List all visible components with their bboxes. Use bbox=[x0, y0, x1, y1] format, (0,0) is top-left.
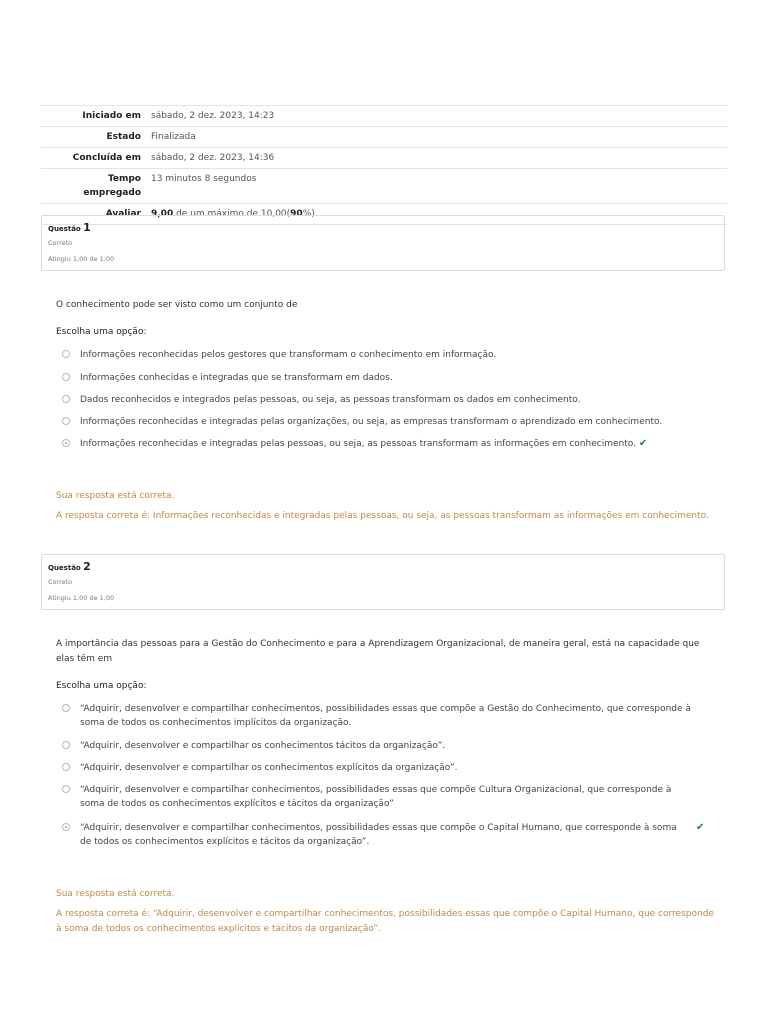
completed-label: Concluída em bbox=[41, 148, 146, 169]
q1-option-c-radio[interactable] bbox=[62, 395, 70, 403]
time-value: 13 minutos 8 segundos bbox=[146, 169, 727, 204]
summary-row-completed bbox=[41, 148, 727, 169]
q1-option-d-radio[interactable] bbox=[62, 417, 70, 425]
grade-percent: 90 bbox=[290, 209, 303, 219]
question-2-feedback: Sua resposta está correta. bbox=[56, 889, 175, 899]
question-2-status: Correto bbox=[48, 578, 73, 586]
question-1-label: Questão bbox=[48, 225, 84, 233]
question-2-number bbox=[48, 560, 718, 575]
question-2-right-answer: A resposta correta é: “Adquirir, desenvolver e compartilhar conhecimentos, possibilidades essas que compõe o Capital Humano, que corresponde à soma de todos os conhecimentos explícitos e tácitos da organização”. bbox=[56, 909, 714, 934]
q1-option-e-radio[interactable] bbox=[62, 439, 70, 447]
question-2-prompt: Escolha uma opção: bbox=[56, 681, 147, 691]
question-2-info bbox=[41, 554, 725, 610]
state-value: Finalizada bbox=[146, 127, 727, 148]
q2-option-a-text: “Adquirir, desenvolver e compartilhar conhecimentos, possibilidades essas que compõe a Gestão do Conhecimento, que corresponde à soma de todos os conhecimentos implícitos da organização. bbox=[80, 704, 691, 728]
completed-value: sábado, 2 dez. 2023, 14:36 bbox=[146, 148, 727, 169]
q1-option-b-text: Informações conhecidas e integradas que se transformam em dados. bbox=[80, 373, 393, 383]
q1-option-b-radio[interactable] bbox=[62, 373, 70, 381]
time-label-line2: empregado bbox=[83, 188, 141, 198]
question-1-status: Correto bbox=[48, 239, 73, 247]
grade-end: %) bbox=[302, 209, 315, 219]
attempt-summary bbox=[41, 105, 727, 225]
q2-option-d-text: “Adquirir, desenvolver e compartilhar conhecimentos, possibilidades essas que compõe Cultura Organizacional, que corresponde à soma de todos os conhecimentos explícitos e tácitos da organização” bbox=[80, 785, 672, 809]
q2-option-e-radio[interactable] bbox=[62, 823, 70, 831]
grade-score: 9,00 bbox=[151, 209, 174, 219]
question-1-feedback: Sua resposta está correta. bbox=[56, 491, 175, 501]
grade-label: Avaliar bbox=[41, 204, 146, 225]
q2-option-b-text: “Adquirir, desenvolver e compartilhar os conhecimentos tácitos da organização”. bbox=[80, 741, 446, 751]
q1-option-e-wrap bbox=[80, 437, 647, 451]
question-1-text: O conhecimento pode ser visto como um conjunto de bbox=[56, 300, 298, 310]
grade-mid: de um máximo de 10,00( bbox=[173, 209, 291, 219]
question-1-num: 1 bbox=[83, 221, 91, 234]
state-label: Estado bbox=[41, 127, 146, 148]
time-label bbox=[41, 169, 146, 204]
question-1-info bbox=[41, 215, 725, 271]
q2-option-b-radio[interactable] bbox=[62, 741, 70, 749]
question-1-mark: Atingiu 1,00 de 1,00 bbox=[48, 255, 115, 263]
q2-option-e-text: “Adquirir, desenvolver e compartilhar conhecimentos, possibilidades essas que compõe o Capital Humano, que corresponde à soma de todos os conhecimentos explícitos e tácitos da organização”. bbox=[80, 823, 677, 847]
q1-option-a-radio[interactable] bbox=[62, 350, 70, 358]
summary-row-state bbox=[41, 127, 727, 148]
question-1-prompt: Escolha uma opção: bbox=[56, 327, 147, 337]
summary-row-time bbox=[41, 169, 727, 204]
question-1-number bbox=[48, 221, 718, 236]
question-1-right-answer: A resposta correta é: Informações reconhecidas e integradas pelas pessoas, ou seja, as pessoas transformam as informações em conhecimento. bbox=[56, 511, 709, 521]
q2-option-a-radio[interactable] bbox=[62, 704, 70, 712]
question-2-label: Questão bbox=[48, 564, 84, 572]
question-2-mark: Atingiu 1,00 de 1,00 bbox=[48, 594, 115, 602]
q1-option-d-text: Informações reconhecidas e integradas pelas organizações, ou seja, as empresas transformam o aprendizado em conhecimento. bbox=[80, 417, 663, 427]
summary-row-started bbox=[41, 106, 727, 127]
q1-option-c-text: Dados reconhecidos e integrados pelas pessoas, ou seja, as pessoas transformam os dados em conhecimento. bbox=[80, 395, 581, 405]
question-2-num: 2 bbox=[83, 560, 91, 573]
question-2-text: A importância das pessoas para a Gestão do Conhecimento e para a Aprendizagem Organizacional, de maneira geral, está na capacidade que elas têm em bbox=[56, 639, 700, 664]
q2-option-d-radio[interactable] bbox=[62, 785, 70, 793]
q2-option-c-radio[interactable] bbox=[62, 763, 70, 771]
started-label: Iniciado em bbox=[41, 106, 146, 127]
started-value: sábado, 2 dez. 2023, 14:23 bbox=[146, 106, 727, 127]
check-icon: ✔ bbox=[638, 438, 648, 449]
time-label-line1: Tempo bbox=[107, 174, 141, 184]
q1-option-e-text: Informações reconhecidas e integradas pelas pessoas, ou seja, as pessoas transformam as informações em conhecimento. bbox=[80, 439, 636, 449]
q1-option-a-text: Informações reconhecidas pelos gestores que transformam o conhecimento em informação. bbox=[80, 350, 497, 360]
check-icon: ✔ bbox=[696, 822, 705, 833]
q2-option-c-text: “Adquirir, desenvolver e compartilhar os conhecimentos explícitos da organização”. bbox=[80, 763, 458, 773]
